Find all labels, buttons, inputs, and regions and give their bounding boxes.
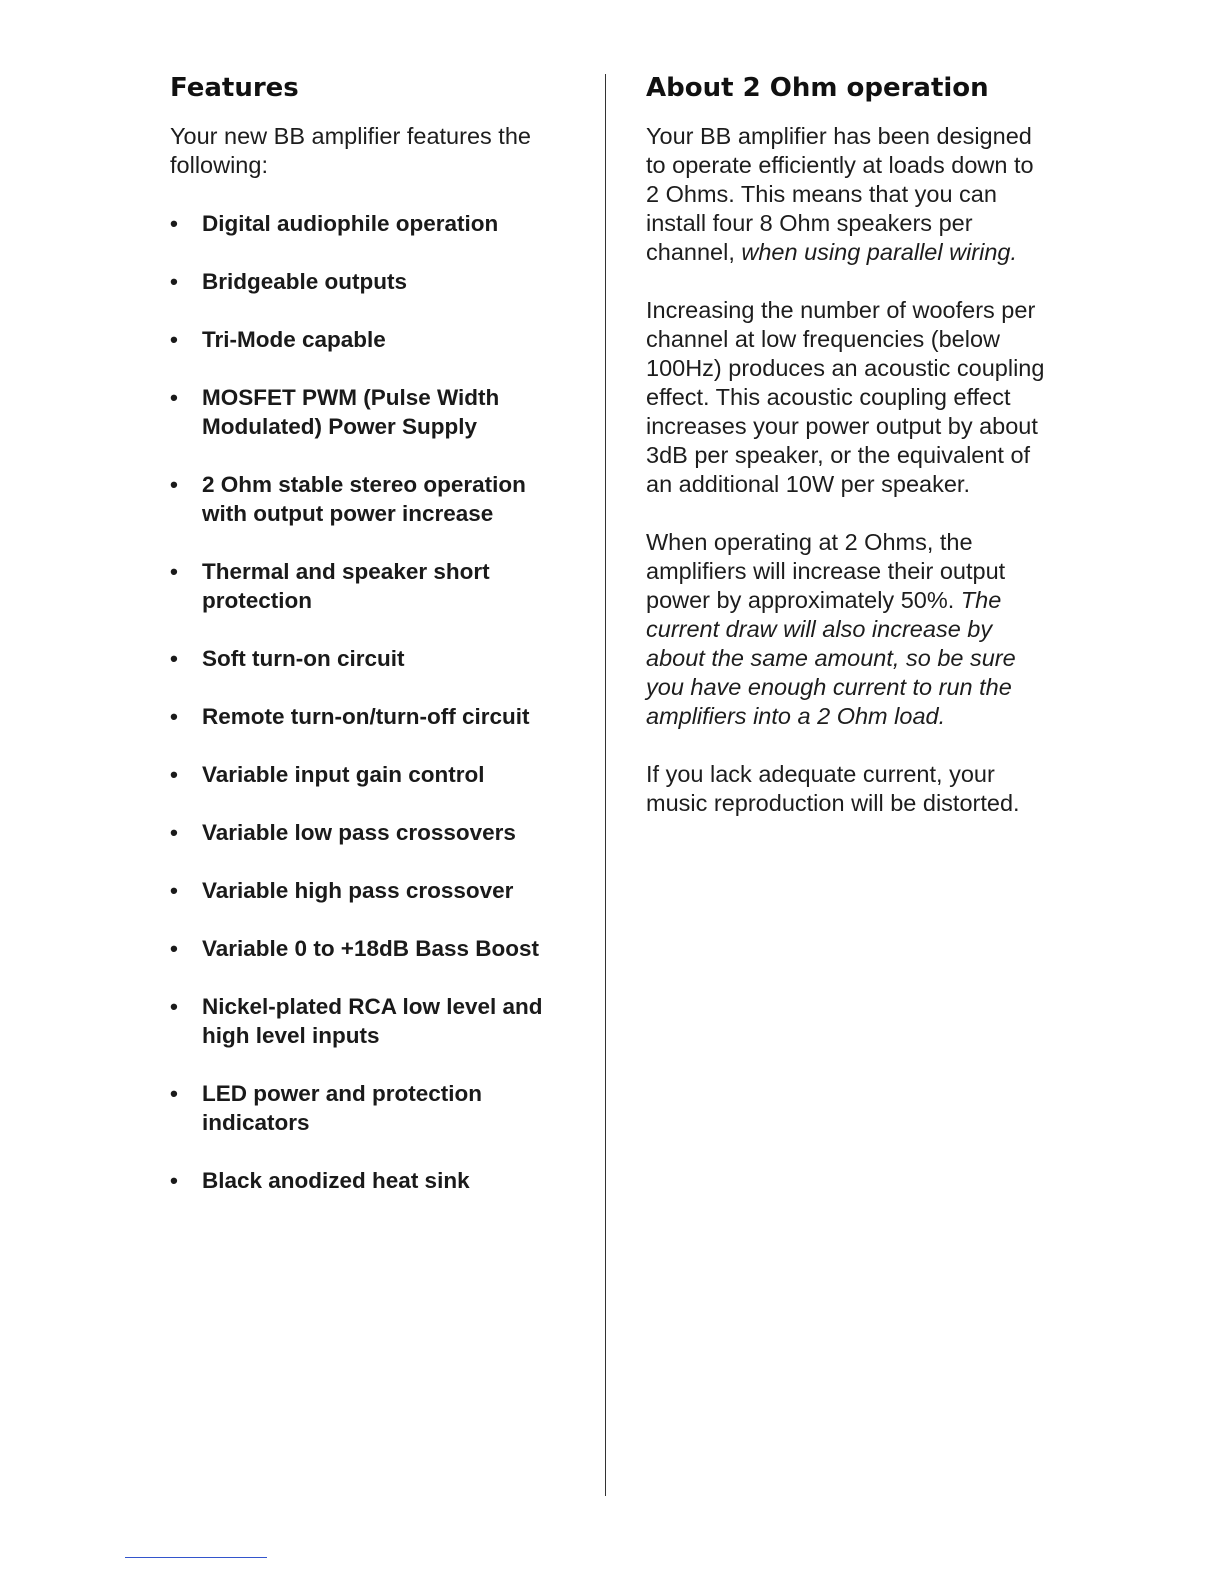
feature-label: Variable 0 to +18dB Bass Boost	[202, 936, 540, 961]
about-p3-italic: The current draw will also increase by about the same amount, so be sure you have enough current to run the amplifiers into a 2 Ohm load.	[646, 587, 1016, 729]
feature-label: LED power and protection indicators	[202, 1081, 483, 1135]
bullet-icon: •	[170, 472, 178, 497]
about-paragraph-4: If you lack adequate current, your music reproduction will be distorted.	[646, 761, 1020, 816]
bullet-icon: •	[170, 327, 178, 352]
list-item	[170, 644, 570, 673]
features-heading: Features	[170, 73, 299, 103]
list-item	[170, 383, 570, 441]
list-item	[170, 325, 570, 354]
about-paragraph-3	[646, 528, 1046, 731]
about-p1-italic: when using parallel wiring.	[741, 239, 1018, 265]
feature-label: Variable low pass crossovers	[202, 820, 516, 845]
list-item	[170, 876, 570, 905]
list-item	[170, 818, 570, 847]
list-item	[170, 267, 570, 296]
list-item	[170, 209, 570, 238]
bullet-icon: •	[170, 1081, 178, 1106]
about-p3-text: When operating at 2 Ohms, the amplifiers will increase their output power by approximately 50%.	[646, 529, 1006, 613]
feature-label: Variable input gain control	[202, 762, 485, 787]
bullet-icon: •	[170, 994, 178, 1019]
list-item	[170, 702, 570, 731]
list-item	[170, 1166, 570, 1195]
features-intro: Your new BB amplifier features the following:	[170, 123, 531, 178]
feature-label: Bridgeable outputs	[202, 269, 408, 294]
about-paragraph-2: Increasing the number of woofers per channel at low frequencies (below 100Hz) produces an acoustic coupling effect. This acoustic coupling effect increases your power output by about 3dB per speaker, or the equivalent of an additional 10W per speaker.	[646, 297, 1045, 497]
list-item	[170, 760, 570, 789]
list-item	[170, 1079, 570, 1137]
feature-label: 2 Ohm stable stereo operation with output power increase	[202, 472, 526, 526]
feature-label: Tri-Mode capable	[202, 327, 386, 352]
feature-label: Thermal and speaker short protection	[202, 559, 490, 613]
bullet-icon: •	[170, 762, 178, 787]
column-divider	[605, 74, 606, 1496]
about-heading: About 2 Ohm operation	[646, 73, 989, 103]
footer-rule	[125, 1557, 267, 1558]
feature-label: Nickel-plated RCA low level and high level inputs	[202, 994, 543, 1048]
feature-label: Soft turn-on circuit	[202, 646, 405, 671]
bullet-icon: •	[170, 211, 178, 236]
about-paragraph-1	[646, 122, 1046, 267]
features-column	[170, 70, 570, 1224]
list-item	[170, 557, 570, 615]
list-item	[170, 934, 570, 963]
bullet-icon: •	[170, 269, 178, 294]
feature-label: Digital audiophile operation	[202, 211, 499, 236]
list-item	[170, 470, 570, 528]
bullet-icon: •	[170, 559, 178, 584]
bullet-icon: •	[170, 1168, 178, 1193]
bullet-icon: •	[170, 646, 178, 671]
feature-label: Black anodized heat sink	[202, 1168, 470, 1193]
feature-label: Variable high pass crossover	[202, 878, 514, 903]
about-column	[646, 70, 1046, 818]
features-list	[170, 209, 570, 1195]
feature-label: Remote turn-on/turn-off circuit	[202, 704, 530, 729]
about-p1-text: Your BB amplifier has been designed to operate efficiently at loads down to 2 Ohms. This means that you can install four 8 Ohm speakers per channel,	[646, 123, 1034, 265]
bullet-icon: •	[170, 820, 178, 845]
bullet-icon: •	[170, 878, 178, 903]
bullet-icon: •	[170, 936, 178, 961]
bullet-icon: •	[170, 385, 178, 410]
feature-label: MOSFET PWM (Pulse Width Modulated) Power Supply	[202, 385, 500, 439]
list-item	[170, 992, 570, 1050]
bullet-icon: •	[170, 704, 178, 729]
